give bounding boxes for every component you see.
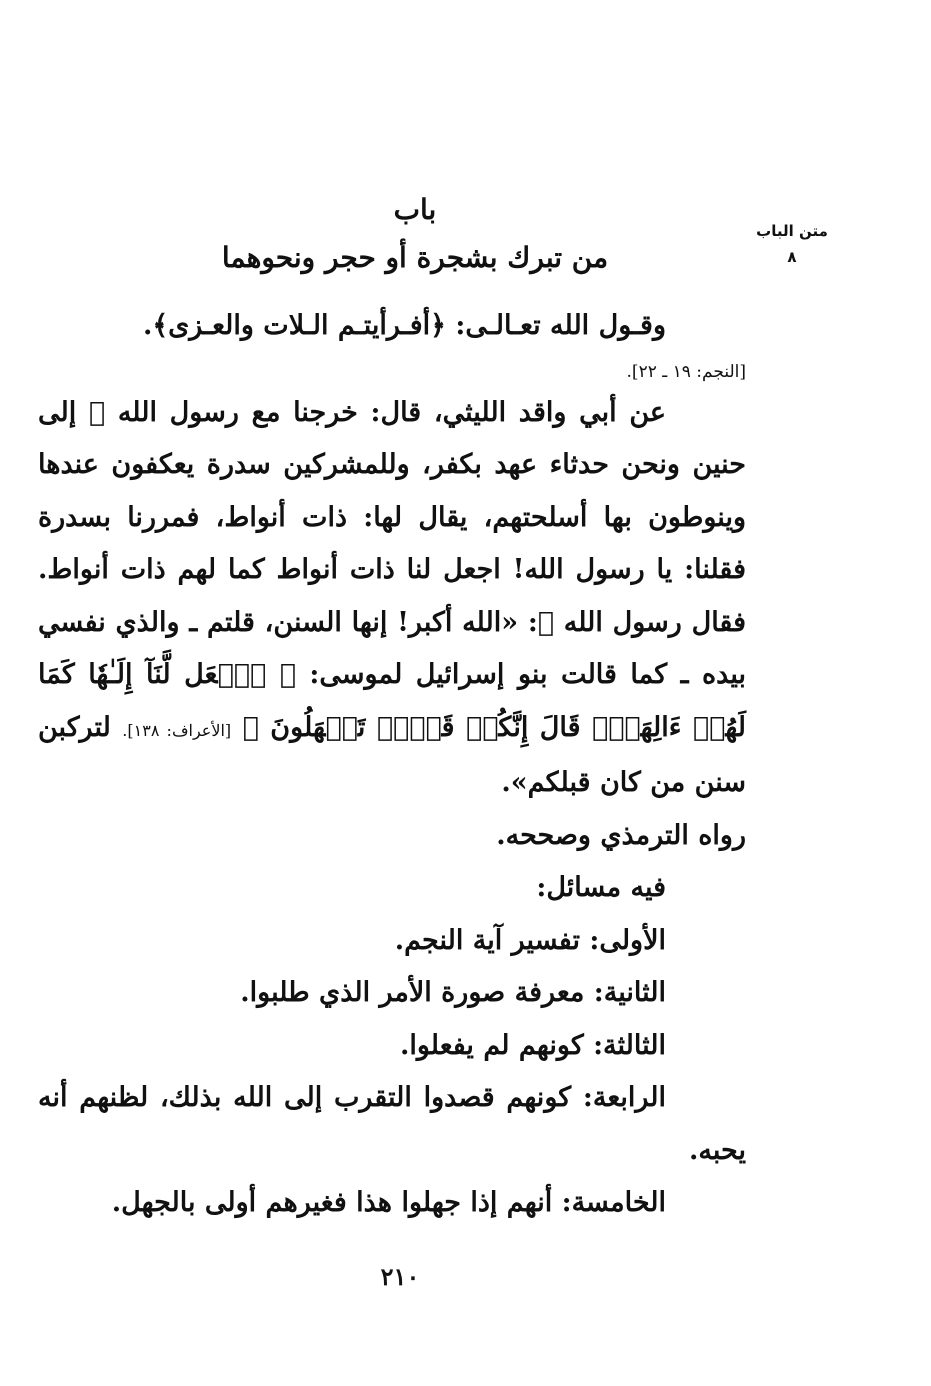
opening-verse-reference: [النجم: ١٩ ـ ٢٢]. bbox=[626, 361, 746, 382]
margin-note-number: ٨ bbox=[787, 248, 797, 266]
margin-note-label: متن الباب bbox=[756, 222, 828, 240]
issue-item-4-text: الرابعة: كونهم قصدوا التقرب إلى الله بذلك، لظنهم أنه يحبه. bbox=[38, 1082, 746, 1166]
page-number: ٢١٠ bbox=[380, 1262, 420, 1291]
issue-item-1: الأولى: تفسير آية النجم. bbox=[394, 924, 666, 956]
issue-item-3: الثالثة: كونهم لم يفعلوا. bbox=[399, 1029, 666, 1061]
hadith-paragraph bbox=[38, 387, 746, 810]
hadith-narration: رواه الترمذي وصححه. bbox=[496, 819, 746, 851]
quran-quote: ﴿ ٱجۡعَل لَّنَآ إِلَـٰهٗا كَمَا لَهُمۡ ءَالِهَةٞۚ قَالَ إِنَّكُمۡ قَوۡمٞ تَجۡهَلُونَ ﴾ bbox=[38, 659, 747, 743]
issue-item-2: الثانية: معرفة صورة الأمر الذي طلبوا. bbox=[240, 977, 666, 1008]
opening-verse: وقـول الله تعـالـى: ﴿أفـرأيتـم الـلات والعـزى﴾. bbox=[142, 310, 666, 341]
chapter-subtitle: من تبرك بشجرة أو حجر ونحوهما bbox=[221, 241, 609, 274]
quran-reference: [الأعراف: ١٣٨]. bbox=[122, 720, 232, 740]
issue-item-4 bbox=[38, 1072, 746, 1177]
hadith-text: عن أبي واقد الليثي، قال: خرجنا مع رسول الله ﷺ إلى حنين ونحن حدثاء عهد بكفر، وللمشركين سدرة يعكفون عندها وينوطون بها أسلحتهم، يقال لها: ذات أنواط، فمررنا بسدرة فقلنا: يا رسول الله! اجعل لنا ذات أنواط كما لهم ذات أنواط. فقال رسول الله ﷺ: «الله أكبر! إنها السنن، قلتم ـ والذي نفسي بيده ـ كما قالت بنو إسرائيل لموسى: bbox=[38, 396, 747, 690]
hadith-ending: لتركبن سنن من كان قبلكم». bbox=[38, 711, 746, 798]
body-text bbox=[38, 300, 746, 1230]
chapter-title: باب bbox=[393, 193, 437, 226]
issue-item-5: الخامسة: أنهم إذا جهلوا هذا فغيرهم أولى بالجهل. bbox=[111, 1187, 666, 1218]
issues-heading: فيه مسائل: bbox=[536, 872, 666, 903]
margin-note bbox=[737, 218, 847, 270]
